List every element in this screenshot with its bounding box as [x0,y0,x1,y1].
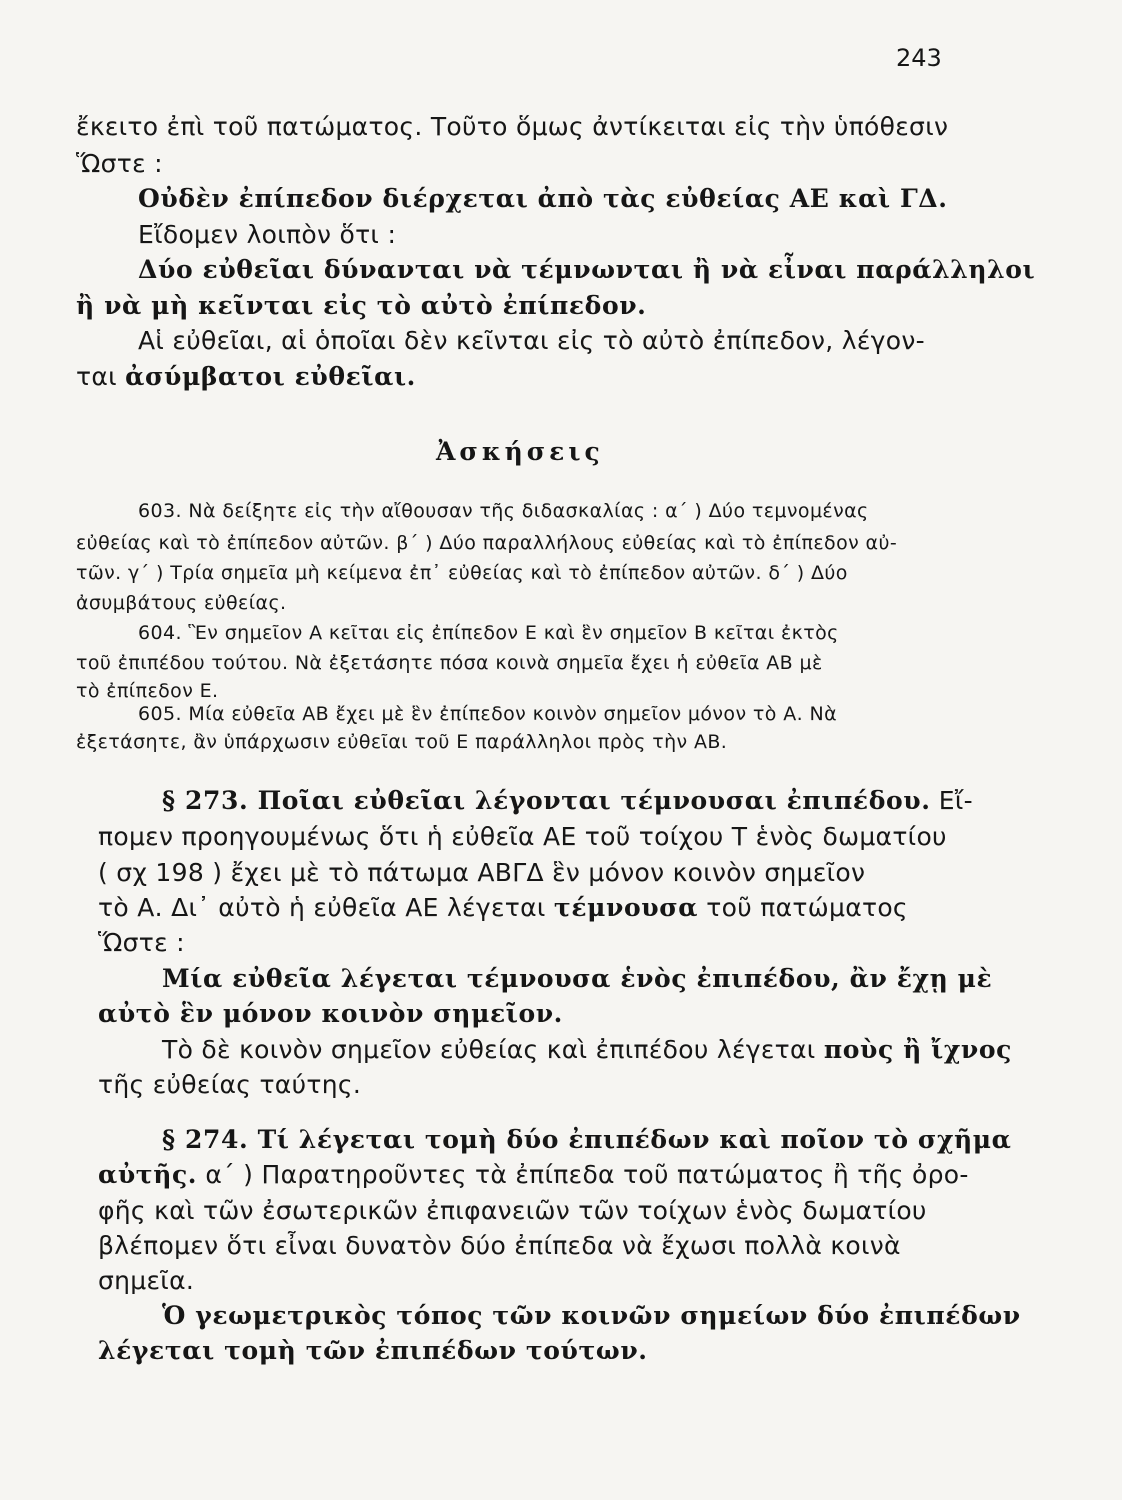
bold-statement: Ὁ γεωμετρικὸς τόπος τῶν κοινῶν σημείων δύο ἐπιπέδων [162,1301,1021,1330]
text-fragment: ται [76,362,126,391]
exercise-line: 604. Ἓν σημεῖον Α κεῖται εἰς ἐπίπεδον Ε καὶ ἓν σημεῖον Β κεῖται ἐκτὸς [138,622,839,644]
text-fragment: Τὸ δὲ κοινὸν σημεῖον εὐθείας καὶ ἐπιπέδου λέγεται [162,1035,824,1064]
bold-statement: λέγεται τομὴ τῶν ἐπιπέδων τούτων. [98,1336,648,1365]
text-line [98,1160,969,1189]
bold-title: αὐτῆς. [98,1160,198,1189]
text-fragment: τοῦ πατώματος [698,893,908,922]
text-line [98,893,908,922]
section-heading: Ἀσκήσεις [436,437,604,466]
text-line: Ὥστε : [98,928,185,957]
bold-title: § 273. Ποῖαι εὐθεῖαι λέγονται τέμνουσαι ἐπιπέδου. [162,786,931,815]
text-line [162,1035,1012,1064]
text-fragment: τὸ Α. Δι᾽ αὐτὸ ἡ εὐθεῖα ΑΕ λέγεται [98,893,554,922]
text-line: Ὥστε : [76,149,163,178]
bold-statement: Οὐδὲν ἐπίπεδον διέρχεται ἀπὸ τὰς εὐθείας ΑΕ καὶ ΓΔ. [138,184,948,213]
exercise-line: ἐξετάσητε, ἂν ὑπάρχωσιν εὐθεῖαι τοῦ Ε παράλληλοι πρὸς τὴν ΑΒ. [76,731,728,753]
text-fragment: Εἴ- [930,786,973,815]
page-number: 243 [896,44,942,72]
text-line: ἔκειτο ἐπὶ τοῦ πατώματος. Τοῦτο ὅμως ἀντίκειται εἰς τὴν ὑπόθεσιν [76,112,949,141]
text-line: σημεῖα. [98,1266,195,1295]
paragraph-274-title: § 274. Τί λέγεται τομὴ δύο ἐπιπέδων καὶ ποῖον τὸ σχῆμα [162,1125,1012,1154]
exercise-line: τῶν. γ΄ ) Τρία σημεῖα μὴ κείμενα ἐπ᾽ εὐθείας καὶ τὸ ἐπίπεδον αὐτῶν. δ΄ ) Δύο [76,562,848,584]
exercise-line: ἀσυμβάτους εὐθείας. [76,592,287,614]
bold-statement: αὐτὸ ἓν μόνον κοινὸν σημεῖον. [98,999,563,1028]
exercise-line: 605. Μία εὐθεῖα ΑΒ ἔχει μὲ ἓν ἐπίπεδον κοινὸν σημεῖον μόνον τὸ Α. Νὰ [138,703,838,725]
text-line: βλέπομεν ὅτι εἶναι δυνατὸν δύο ἐπίπεδα νὰ ἔχωσι πολλὰ κοινὰ [98,1231,901,1260]
exercise-line: 603. Νὰ δείξητε εἰς τὴν αἴθουσαν τῆς διδασκαλίας : α΄ ) Δύο τεμνομένας [138,500,869,522]
text-line: Αἱ εὐθεῖαι, αἱ ὁποῖαι δὲν κεῖνται εἰς τὸ αὐτὸ ἐπίπεδον, λέγον- [138,326,925,355]
bold-term: τέμνουσα [553,893,699,922]
exercise-line: τὸ ἐπίπεδον Ε. [76,680,219,702]
text-line: φῆς καὶ τῶν ἐσωτερικῶν ἐπιφανειῶν τῶν τοίχων ἑνὸς δωματίου [98,1196,927,1225]
text-line: Εἴδομεν λοιπὸν ὅτι : [138,220,397,249]
text-fragment: α΄ ) Παρατηροῦντες τὰ ἐπίπεδα τοῦ πατώματος ἢ τῆς ὀρο- [197,1160,969,1189]
text-line [76,362,416,391]
bold-statement: Δύο εὐθεῖαι δύνανται νὰ τέμνωνται ἢ νὰ εἶναι παράλληλοι [138,255,1036,284]
text-line: πομεν προηγουμένως ὅτι ἡ εὐθεῖα ΑΕ τοῦ τοίχου Τ ἑνὸς δωματίου [98,822,947,851]
bold-statement: ἢ νὰ μὴ κεῖνται εἰς τὸ αὐτὸ ἐπίπεδον. [76,291,647,320]
exercise-line: τοῦ ἐπιπέδου τούτου. Νὰ ἐξετάσητε πόσα κοινὰ σημεῖα ἔχει ἡ εὐθεῖα ΑΒ μὲ [76,652,823,674]
paragraph-273-title [162,786,973,815]
bold-term: ἀσύμβατοι εὐθεῖαι. [125,362,416,391]
text-line: ( σχ 198 ) ἔχει μὲ τὸ πάτωμα ΑΒΓΔ ἓν μόνον κοινὸν σημεῖον [98,858,866,887]
text-line: τῆς εὐθείας ταύτης. [98,1070,362,1099]
exercise-line: εὐθείας καὶ τὸ ἐπίπεδον αὐτῶν. β΄ ) Δύο παραλλήλους εὐθείας καὶ τὸ ἐπίπεδον αὐ- [76,532,898,554]
bold-term: ποὺς ἢ ἴχνος [823,1035,1012,1064]
bold-statement: Μία εὐθεῖα λέγεται τέμνουσα ἑνὸς ἐπιπέδου, ἂν ἔχῃ μὲ [162,964,993,993]
